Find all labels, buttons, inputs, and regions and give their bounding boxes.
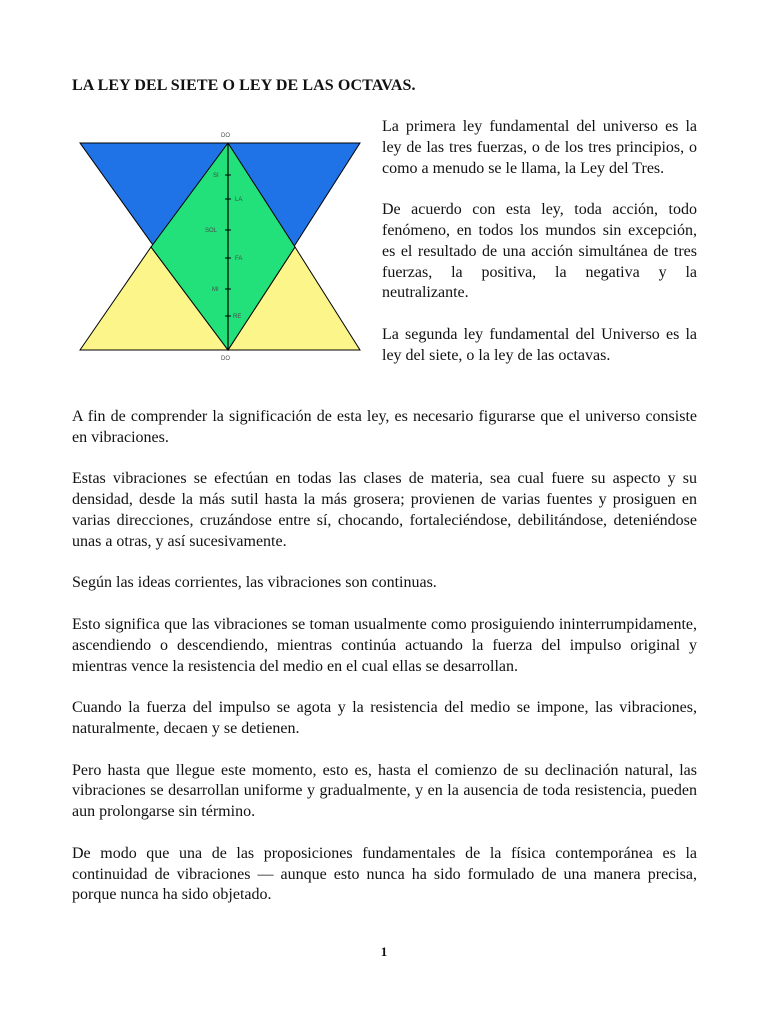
octave-diagram bbox=[70, 126, 370, 366]
body-paragraph: Cuando la fuerza del impulso se agota y la resistencia del medio se impone, las vibraciones, naturalmente, decaen y se detienen. bbox=[72, 699, 697, 737]
body-paragraph: Pero hasta que llegue este momento, esto es, hasta el comienzo de su declinación natural, las vibraciones se desarrollan uniforme y gradualmente, y en la ausencia de toda resistencia, pueden aun prolongarse sin término. bbox=[72, 761, 697, 821]
side-paragraph: De acuerdo con esta ley, toda acción, todo fenómeno, en todos los mundos sin excepción, es el resultado de una acción simultánea de tres fuerzas, la positiva, la negativa y la neutralizante. bbox=[382, 201, 697, 302]
body-paragraph: Esto significa que las vibraciones se toman usualmente como prosiguiendo ininterrumpidamente, ascendiendo o descendiendo, mientras continúa actuando la fuerza del impulso original y mientras vence la resistencia del medio en el cual ellas se desarrollan. bbox=[72, 615, 697, 675]
side-paragraph: La primera ley fundamental del universo es la ley de las tres fuerzas, o de los tres principios, o como a menudo se le llama, la Ley del Tres. bbox=[382, 118, 697, 177]
note-fa: FA bbox=[235, 256, 243, 262]
note-do-bottom: DO bbox=[221, 356, 230, 362]
document-title: LA LEY DEL SIETE O LEY DE LAS OCTAVAS. bbox=[72, 77, 416, 94]
note-re: RE bbox=[233, 314, 242, 320]
body-text bbox=[72, 407, 697, 927]
note-do-top: DO bbox=[221, 133, 230, 139]
note-si: SI bbox=[213, 173, 219, 179]
side-text bbox=[382, 117, 697, 387]
side-paragraph: La segunda ley fundamental del Universo es la ley del siete, o la ley de las octavas. bbox=[382, 325, 697, 364]
body-paragraph: De modo que una de las proposiciones fundamentales de la física contemporánea es la continuidad de vibraciones — aunque esto nunca ha sido formulado de una manera precisa, porque nunca ha sido objetado. bbox=[72, 844, 697, 904]
body-paragraph: A fin de comprender la significación de esta ley, es necesario figurarse que el universo consiste en vibraciones. bbox=[72, 408, 697, 446]
note-la: LA bbox=[235, 197, 243, 203]
body-paragraph: Según las ideas corrientes, las vibraciones son continuas. bbox=[72, 574, 437, 592]
page-number: 1 bbox=[380, 944, 388, 959]
note-sol: SOL bbox=[205, 228, 218, 234]
note-mi: MI bbox=[212, 287, 219, 293]
body-paragraph: Estas vibraciones se efectúan en todas las clases de materia, sea cual fuere su aspecto y su densidad, desde la más sutil hasta la más grosera; provienen de varias fuentes y prosiguen en varias direcciones, cruzándose entre sí, chocando, fortaleciéndose, debilitándose, deteniéndose unas a otras, y así sucesivamente. bbox=[72, 470, 697, 550]
octave-diagram-svg bbox=[70, 126, 370, 366]
